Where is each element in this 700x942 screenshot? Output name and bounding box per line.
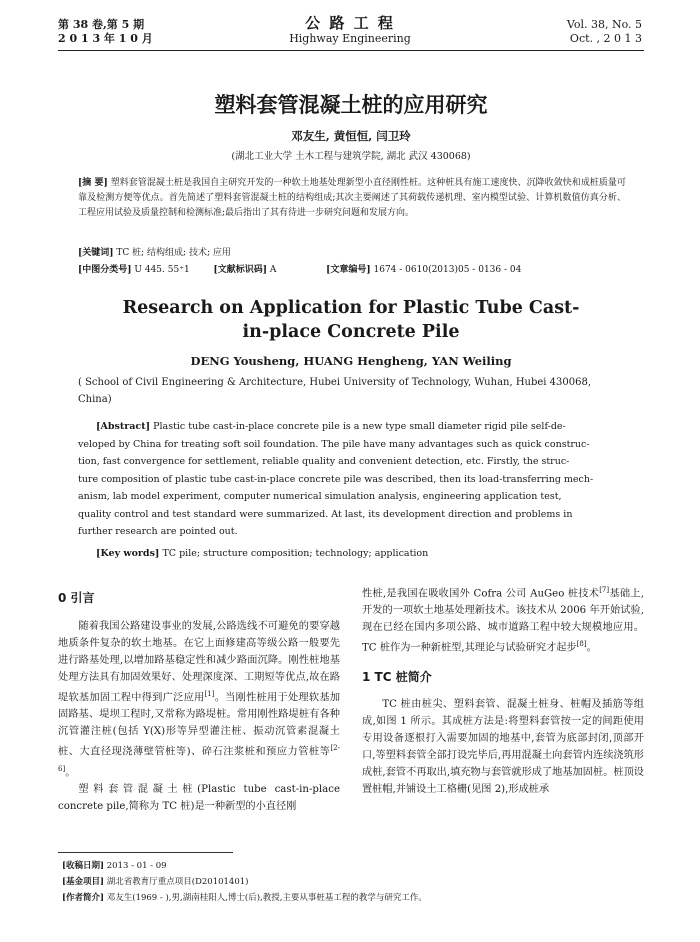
clc-value: U 445. 55⁺1 xyxy=(134,265,190,275)
issue-date-cn: 2 0 1 3 年 1 0 月 xyxy=(58,32,153,45)
received-label: [收稿日期] xyxy=(62,861,105,871)
volume-number-en: Vol. 38, No. 5 xyxy=(566,18,642,31)
clc-label: [中图分类号] xyxy=(78,265,132,275)
issue-info xyxy=(58,18,153,46)
citation-8: [8] xyxy=(576,640,587,649)
section-0-paragraph-1 xyxy=(58,618,340,781)
affiliation-en-line2: China) xyxy=(78,394,112,405)
right-column xyxy=(362,582,644,798)
abstract-en-line1 xyxy=(78,418,626,436)
footnotes xyxy=(62,858,642,906)
authors-cn: 邓友生, 黄恒恒, 闫卫玲 xyxy=(291,129,411,143)
abstract-cn xyxy=(78,176,626,221)
volume-number-cn: 第 38 卷,第 5 期 xyxy=(58,18,145,31)
right-p1-text-b: 基础上,开发的一项软土地基处理新技术。该技术从 2006 年开始试验,现在已经在国内多项公路、城市道路工程中较大规模地应用。TC 桩作为一种新桩型,其理论与试验研究才起步 xyxy=(362,588,644,654)
section-1-paragraph-1: TC 桩由桩尖、塑料套管、混凝土桩身、桩帽及插筋等组成,如图 1 所示。其成桩方法是:将塑料套管按一定的间距使用专用设备逐根打入需要加固的地基中,套管为底部封闭,顶部开口,等塑料套管全部打设完毕后,再用混凝土向套管内连续浇筑形成桩,套管不再取出,填充物与套管就形成了地基加固桩。桩顶设置桩帽,并铺设土工格栅(见图 2),形成桩承 xyxy=(362,698,644,795)
abstract-cn-text: 塑料套管混凝土桩是我国自主研究开发的一种软土地基处理新型小直径刚性桩。这种桩具有施工速度快、沉降收敛快和成桩质量可靠及检测方便等优点。首先简述了塑料套管混凝土桩的结构组成;其次主要阐述了其荷载传递机理、室内模型试验、计算机数值仿真分析、工程应用试验及质量控制和检测标准;最后指出了其有待进一步研究问题和发展方向。 xyxy=(78,178,626,218)
right-p1-text-a: 性桩,是我国在吸收国外 Cofra 公司 AuGeo 桩技术 xyxy=(362,588,600,600)
title-en-line1: Research on Application for Plastic Tube Cast- xyxy=(122,298,580,318)
keywords-cn xyxy=(78,246,626,261)
classification-line xyxy=(78,263,626,278)
authors-en: DENG Yousheng, HUANG Hengheng, YAN Weiling xyxy=(190,354,512,368)
title-cn: 塑料套管混凝土桩的应用研究 xyxy=(214,93,488,117)
affiliation-cn: (湖北工业大学 土木工程与建筑学院, 湖北 武汉 430068) xyxy=(231,151,471,162)
author-bio-value: 邓友生(1969 - ),男,湖南桂阳人,博士(后),教授,主要从事桩基工程的教学与研究工作。 xyxy=(106,893,427,903)
abstract-en-line3: tion, fast convergence for settlement, reliable quality and convenient detection, etc. Firstly, the struc- xyxy=(78,456,570,467)
abstract-en-line4: ture composition of plastic tube cast-in-place concrete pile was described, then its load-transferring mech- xyxy=(78,473,594,485)
doc-code-value: A xyxy=(269,265,277,275)
doc-code-label: [文献标识码] xyxy=(213,265,267,275)
section-1-heading: 1 TC 桩简介 xyxy=(362,669,432,684)
section-0-paragraph-2: 塑料套管混凝土桩(Plastic tube cast-in-place concrete pile,简称为 TC 桩)是一种新型的小直径刚 xyxy=(58,784,340,813)
keywords-cn-text: TC 桩; 结构组成; 技术; 应用 xyxy=(116,248,231,258)
abstract-cn-label: [摘 要] xyxy=(78,178,108,188)
fund-value: 湖北省教育厅重点项目(D20101401) xyxy=(106,877,249,887)
keywords-en xyxy=(96,548,626,559)
footnote-rule xyxy=(58,852,233,853)
left-column xyxy=(58,590,340,815)
section-0-p1-text: 随着我国公路建设事业的发展,公路选线不可避免的要穿越地质条件复杂的软土地基。在它上面修建高等级公路一般要先进行路基处理,以增加路基稳定性和减少路面沉降。刚性桩地基处理方法具有加固效果好、处理深度深、工期短等优点,故在路堤软基加固工程中得到广泛应用 xyxy=(58,621,340,704)
header-rule xyxy=(58,50,644,51)
affiliation-en xyxy=(78,374,638,408)
citation-7: [7] xyxy=(599,586,610,594)
journal-name xyxy=(250,14,450,46)
volume-info-en xyxy=(567,18,642,46)
right-p1-end: 。 xyxy=(586,642,597,654)
footnote-author xyxy=(62,890,642,906)
article-number-label: [文章编号] xyxy=(326,265,371,275)
abstract-en-line7: further research are pointed out. xyxy=(78,526,238,537)
footnote-fund xyxy=(62,874,642,890)
abstract-en-text-1: Plastic tube cast-in-place concrete pile is a new type small diameter rigid pile self-de- xyxy=(153,421,566,432)
received-value: 2013 - 01 - 09 xyxy=(106,861,167,871)
keywords-en-text: TC pile; structure composition; technology; application xyxy=(162,548,429,559)
abstract-en-line5: anism, lab model experiment, computer numerical simulation analysis, engineering application test, xyxy=(78,491,562,502)
citation-1: [1] xyxy=(204,690,215,698)
journal-name-en: Highway Engineering xyxy=(289,32,411,45)
issue-date-en: Oct. , 2 0 1 3 xyxy=(569,32,642,45)
affiliation-en-line1: ( School of Civil Engineering & Architecture, Hubei University of Technology, Wuhan, Hubei 430068, xyxy=(78,377,592,388)
right-column-paragraph-1 xyxy=(362,582,644,657)
title-en-line2: in-place Concrete Pile xyxy=(242,322,460,342)
abstract-en-label: [Abstract] xyxy=(96,421,151,432)
title-en xyxy=(58,296,644,344)
abstract-en-line2: veloped by China for treating soft soil foundation. The pile have many advantages such as quick construc- xyxy=(78,438,590,450)
keywords-cn-label: [关键词] xyxy=(78,248,114,258)
abstract-en xyxy=(78,418,626,541)
fund-label: [基金项目] xyxy=(62,877,105,887)
author-bio-label: [作者简介] xyxy=(62,893,105,903)
section-0-p1-text-b: 。当刚性桩用于处理软基加固路基、堤坝工程时,又常称为路堤桩。常用刚性路堤桩有各种沉管灌注桩(包括 Y(X)形等异型灌注桩、振动沉管素混凝土桩、大直径现浇薄壁管桩等)、碎石注浆桩和预应力管桩等 xyxy=(58,692,341,758)
abstract-en-line6: quality control and test standard were summarized. At last, its development direction and problems in xyxy=(78,508,573,520)
footnote-received xyxy=(62,858,642,874)
journal-name-cn: 公 路 工 程 xyxy=(305,14,395,32)
citation-2-6: [2-6] xyxy=(58,744,340,773)
keywords-en-label: [Key words] xyxy=(96,548,160,559)
article-number-value: 1674 - 0610(2013)05 - 0136 - 04 xyxy=(373,265,522,275)
section-0-p1-end: 。 xyxy=(65,767,76,779)
section-0-heading: 0 引言 xyxy=(58,591,95,605)
